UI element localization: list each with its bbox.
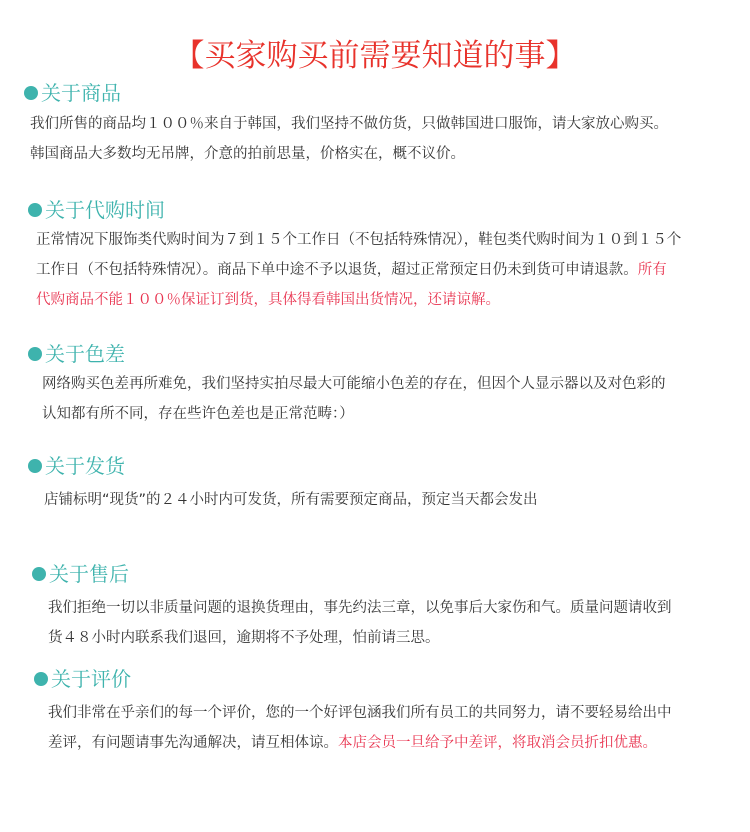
bullet-dot-icon [28, 459, 42, 473]
paragraph-line: 正常情况下服饰类代购时间为７到１５个工作日（不包括特殊情况），鞋包类代购时间为１０到１５个 [36, 232, 682, 248]
highlight-text: 本店会员一旦给予中差评，将取消会员折扣优惠。 [338, 735, 657, 751]
paragraph-line: 我们所售的商品均１００％来自于韩国，我们坚持不做仿货，只做韩国进口服饰，请大家放心购买。 [30, 116, 668, 132]
paragraph-text: 差评，有问题请事先沟通解决，请互相体谅。 [48, 735, 338, 751]
paragraph-line: 韩国商品大多数均无吊牌，介意的拍前思量，价格实在，概不议价。 [30, 146, 465, 162]
bullet-dot-icon [28, 347, 42, 361]
paragraph-line [36, 260, 667, 280]
paragraph-line: 我们拒绝一切以非质量问题的退换货理由，事先约法三章，以免事后大家伤和气。质量问题请收到 [48, 600, 672, 616]
paragraph-line: 我们非常在乎亲们的每一个评价，您的一个好评包涵我们所有员工的共同努力，请不要轻易给出中 [48, 705, 672, 721]
highlight-text: 所有 [637, 262, 667, 278]
paragraph-line: 店铺标明“现货”的２４小时内可发货，所有需要预定商品，预定当天都会发出 [44, 492, 538, 508]
bullet-dot-icon [34, 672, 48, 686]
page-title: 【买家购买前需要知道的事】 [173, 38, 577, 74]
section-heading-label: 关于色差 [45, 342, 125, 366]
section-heading-label: 关于商品 [41, 81, 121, 105]
section-heading-label: 关于代购时间 [45, 198, 165, 222]
section-heading [32, 559, 129, 589]
section-heading [28, 451, 125, 481]
section-heading-label: 关于评价 [51, 667, 131, 691]
paragraph-line: 货４８小时内联系我们退回，逾期将不予处理，怕前请三思。 [48, 630, 440, 646]
section-heading [34, 664, 131, 694]
section-heading [28, 195, 165, 225]
paragraph-line: 认知都有所不同，存在些许色差也是正常范畴：） [42, 406, 354, 422]
section-heading-label: 关于售后 [49, 562, 129, 586]
section-heading [24, 78, 121, 108]
highlight-line: 代购商品不能１００％保证订到货，具体得看韩国出货情况，还请谅解。 [36, 292, 500, 308]
section-heading-label: 关于发货 [45, 454, 125, 478]
paragraph-text: 工作日（不包括特殊情况）。商品下单中途不予以退货，超过正常预定日仍未到货可申请退款。 [36, 262, 638, 278]
paragraph-line [48, 733, 657, 753]
bullet-dot-icon [32, 567, 46, 581]
bullet-dot-icon [24, 86, 38, 100]
section-heading [28, 339, 125, 369]
bullet-dot-icon [28, 203, 42, 217]
paragraph-line: 网络购买色差再所难免，我们坚持实拍尽最大可能缩小色差的存在，但因个人显示器以及对色彩的 [42, 376, 666, 392]
